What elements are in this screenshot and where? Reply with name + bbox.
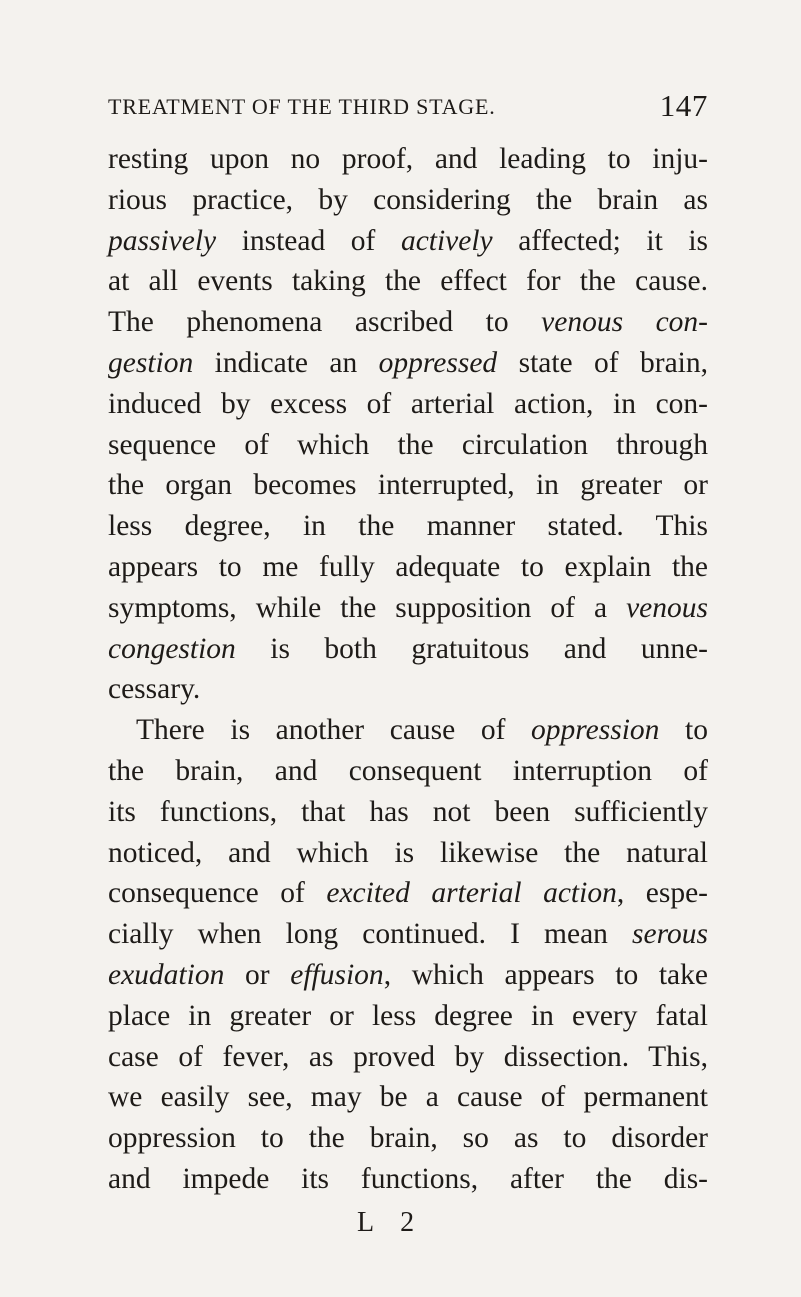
- text-line: consequence of excited arterial action, espe-: [108, 877, 708, 910]
- text-line: and impede its functions, after the dis-: [108, 1162, 708, 1195]
- running-title: TREATMENT OF THE THIRD STAGE.: [108, 94, 496, 119]
- text-line: congestion is both gratuitous and unne-: [108, 632, 708, 665]
- text-line: induced by excess of arterial action, in con-: [108, 387, 708, 420]
- page-number: 147: [659, 88, 708, 123]
- text-line: we easily see, may be a cause of permanent: [108, 1081, 708, 1114]
- text-line: the organ becomes interrupted, in greater or: [108, 469, 708, 502]
- text-line: gestion indicate an oppressed state of brain,: [108, 346, 709, 379]
- text-line: passively instead of actively affected; it is: [108, 224, 709, 257]
- signature-mark: L 2: [357, 1207, 425, 1238]
- text-line: case of fever, as proved by dissection. This,: [108, 1040, 708, 1073]
- text-line: sequence of which the circulation through: [108, 428, 708, 461]
- text-line: symptoms, while the supposition of a venous: [108, 591, 708, 624]
- text-line: There is another cause of oppression to: [136, 714, 708, 747]
- text-line: The phenomena ascribed to venous con-: [108, 306, 708, 339]
- text-line: resting upon no proof, and leading to inju-: [108, 143, 708, 175]
- text-line: cially when long continued. I mean serous: [108, 918, 708, 951]
- text-line: cessary.: [108, 673, 201, 706]
- text-line: appears to me fully adequate to explain the: [108, 550, 708, 583]
- text-line: at all events taking the effect for the cause.: [108, 265, 708, 298]
- page-header: [108, 86, 708, 126]
- text-line: less degree, in the manner stated. This: [108, 510, 708, 543]
- text-line: oppression to the brain, so as to disorder: [108, 1122, 708, 1155]
- text-line: noticed, and which is likewise the natural: [108, 836, 708, 869]
- text-line: its functions, that has not been sufficiently: [108, 795, 708, 828]
- text-line: place in greater or less degree in every fatal: [108, 999, 708, 1032]
- body-text: [108, 139, 708, 1200]
- text-line: exudation or effusion, which appears to take: [108, 958, 708, 991]
- text-line: the brain, and consequent interruption of: [108, 754, 708, 787]
- text-line: rious practice, by considering the brain as: [108, 183, 708, 216]
